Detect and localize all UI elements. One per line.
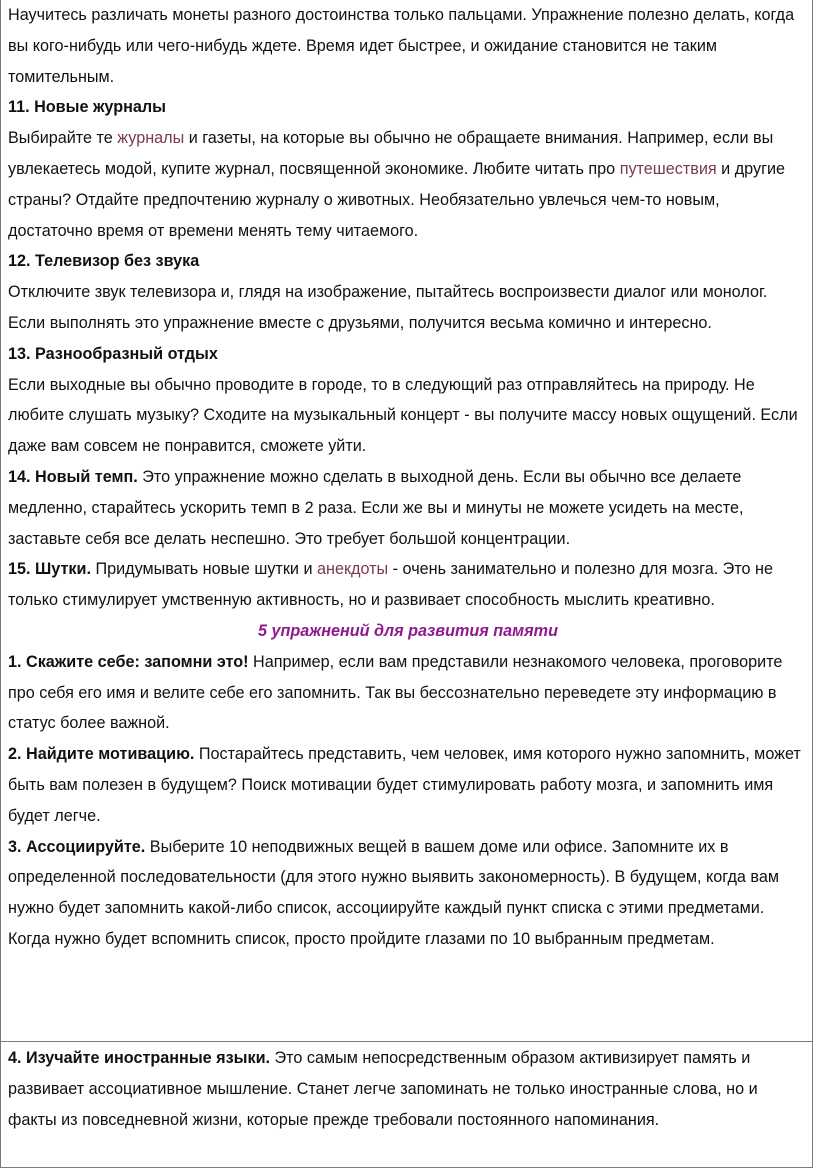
memory-3-heading: 3. Ассоциируйте.: [8, 837, 146, 856]
memory-1-heading: 1. Скажите себе: запомни это!: [8, 652, 249, 671]
link-travel[interactable]: путешествия: [619, 159, 717, 178]
document-body-lower: [8, 1043, 808, 1135]
item-15-heading: 15. Шутки.: [8, 560, 91, 579]
memory-4-paragraph: 4. Изучайте иностранные языки. Это самым непосредственным образом активизирует память и развивает ассоциативное мышление. Станет легче запоминать не только иностранные слова, но и факты из повседневной жизни, которые прежде требовали постоянного напоминания.: [8, 1049, 758, 1129]
item-14-paragraph: 14. Новый темп. Это упражнение можно сделать в выходной день. Если вы обычно все делаете медленно, старайтесь ускорить темп в 2 раза. Если же вы и минуты не можете усидеть на месте, заставьте себя все делать неспешно. Это требует большой концентрации.: [8, 467, 744, 548]
intro-paragraph: Научитесь различать монеты разного достоинства только пальцами. Упражнение полезно делать, когда вы кого-нибудь или чего-нибудь ждете. Время идет быстрее, и ожидание становится не таким томительным.: [8, 6, 795, 86]
item-14-heading: 14. Новый темп.: [8, 467, 138, 486]
item-13-heading: 13. Разнообразный отдых: [8, 344, 218, 363]
link-jokes[interactable]: анекдоты: [317, 560, 389, 579]
item-12-heading: 12. Телевизор без звука: [8, 252, 200, 271]
memory-4-heading: 4. Изучайте иностранные языки.: [8, 1049, 271, 1067]
memory-2-paragraph: 2. Найдите мотивацию. Постарайтесь представить, чем человек, имя которого нужно запомнить, может быть вам полезен в будущем? Поиск мотивации будет стимулировать работу мозга, и запомнить имя будет легче.: [8, 745, 801, 825]
item-15-paragraph: 15. Шутки. Придумывать новые шутки и анекдоты - очень занимательно и полезно для мозга. Это не только стимулирует умственную активность, но и развивает способность мыслить креативно.: [8, 560, 773, 610]
section-title: 5 упражнений для развития памяти: [258, 621, 558, 640]
item-13-text: Если выходные вы обычно проводите в городе, то в следующий раз отправляйтесь на природу. Не любите слушать музыку? Сходите на музыкальный концерт - вы получите массу новых ощущений. Если даже вам совсем не понравится, сможете уйти.: [8, 375, 798, 456]
memory-1-paragraph: 1. Скажите себе: запомни это! Например, если вам представили незнакомого человека, проговорите про себя его имя и велите себе его запомнить. Так вы бессознательно переведете эту информацию в статус более важной.: [8, 652, 783, 733]
item-11-heading: 11. Новые журналы: [8, 98, 167, 117]
item-11-text: Выбирайте те журналы и газеты, на которые вы обычно не обращаете внимания. Например, если вы увлекаетесь модой, купите журнал, посвященной экономике. Любите читать про путешествия и другие страны? Отдайте предпочтению журналу о животных. Необязательно увлечься чем-то новым, достаточно время от времени менять тему читаемого.: [8, 129, 786, 240]
document-body: [8, 0, 808, 955]
memory-3-paragraph: 3. Ассоциируйте. Выберите 10 неподвижных вещей в вашем доме или офисе. Запомните их в определенной последовательности (для этого нужно выявить закономерность). В будущем, когда вам нужно будет запомнить какой-либо список, ассоциируйте каждый пункт списка с этими предметами. Когда нужно будет вспомнить список, просто пройдите глазами по 10 выбранным предметам.: [8, 837, 779, 948]
item-12-text: Отключите звук телевизора и, глядя на изображение, пытайтесь воспроизвести диалог или монолог. Если выполнять это упражнение вместе с друзьями, получится весьма комично и интересно.: [8, 283, 768, 332]
memory-2-heading: 2. Найдите мотивацию.: [8, 745, 195, 764]
link-magazines[interactable]: журналы: [117, 129, 185, 148]
